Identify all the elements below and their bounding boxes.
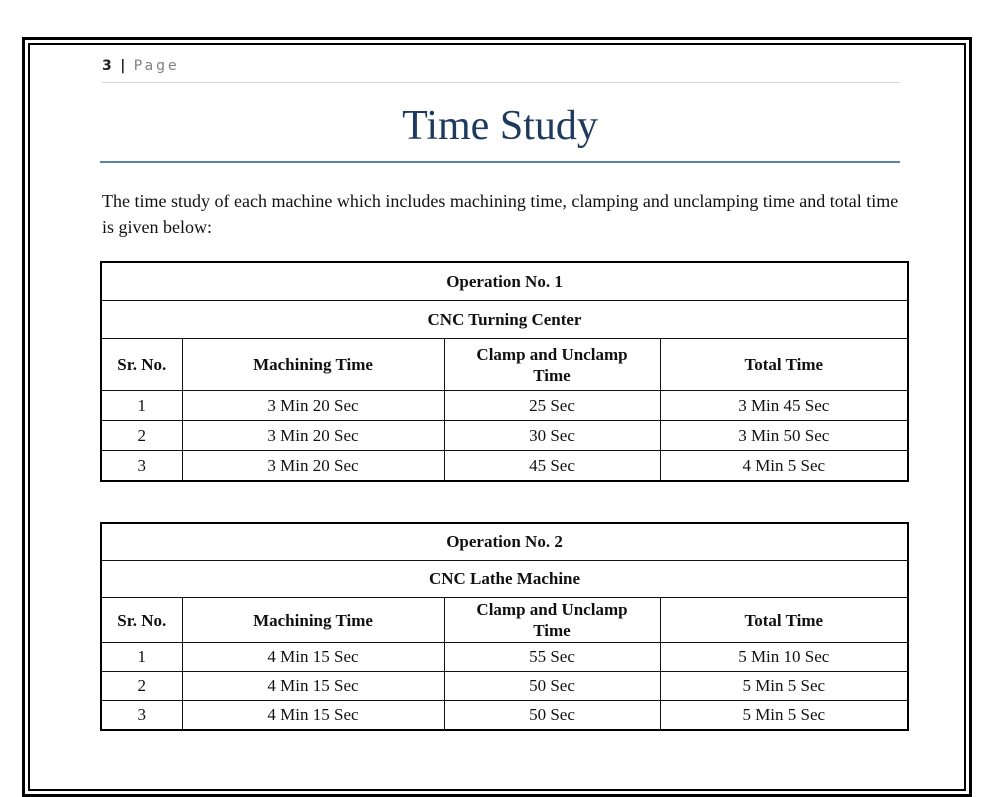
table-cell: 30 Sec	[444, 421, 660, 451]
table-cell: 2	[101, 672, 182, 701]
table-cell: 1	[101, 391, 182, 421]
column-header-total-time: Total Time	[660, 339, 908, 391]
page-header	[102, 58, 900, 83]
table-cell: 50 Sec	[444, 701, 660, 731]
time-study-table-operation-1	[100, 261, 909, 482]
page-number: 3	[102, 58, 112, 74]
table-cell: 5 Min 10 Sec	[660, 643, 908, 672]
operation-title: Operation No. 2	[101, 523, 908, 561]
table-cell: 3	[101, 451, 182, 482]
table-cell: 2	[101, 421, 182, 451]
table-cell: 5 Min 5 Sec	[660, 701, 908, 731]
machine-name: CNC Lathe Machine	[101, 561, 908, 598]
table-cell: 3 Min 20 Sec	[182, 391, 444, 421]
page-label: Page	[133, 58, 180, 74]
table-row	[101, 701, 908, 731]
table-cell: 4 Min 15 Sec	[182, 643, 444, 672]
column-header-total-time: Total Time	[660, 598, 908, 643]
table-cell: 55 Sec	[444, 643, 660, 672]
table-cell: 4 Min 15 Sec	[182, 701, 444, 731]
table-cell: 3 Min 20 Sec	[182, 421, 444, 451]
table-cell: 1	[101, 643, 182, 672]
table-row	[101, 643, 908, 672]
table-cell: 45 Sec	[444, 451, 660, 482]
table-row	[101, 451, 908, 482]
column-header-clamp-time: Clamp and Unclamp Time	[444, 598, 660, 643]
table-cell: 3 Min 45 Sec	[660, 391, 908, 421]
title-underline	[100, 161, 900, 163]
table-row	[101, 672, 908, 701]
table-cell: 4 Min 15 Sec	[182, 672, 444, 701]
column-header-machining-time: Machining Time	[182, 598, 444, 643]
intro-paragraph: The time study of each machine which includes machining time, clamping and unclamping time and total time is given below:	[102, 191, 899, 237]
table-cell: 3 Min 50 Sec	[660, 421, 908, 451]
time-study-table-operation-2	[100, 522, 909, 731]
machine-name: CNC Turning Center	[101, 301, 908, 339]
table-cell: 50 Sec	[444, 672, 660, 701]
column-header-machining-time: Machining Time	[182, 339, 444, 391]
header-separator: |	[120, 58, 126, 74]
table-cell: 5 Min 5 Sec	[660, 672, 908, 701]
column-header-clamp-time: Clamp and Unclamp Time	[444, 339, 660, 391]
table-cell: 4 Min 5 Sec	[660, 451, 908, 482]
table-row	[101, 391, 908, 421]
operation-title: Operation No. 1	[101, 262, 908, 301]
table-cell: 3 Min 20 Sec	[182, 451, 444, 482]
column-header-sr-no: Sr. No.	[101, 598, 182, 643]
table-row	[101, 421, 908, 451]
table-cell: 25 Sec	[444, 391, 660, 421]
document-title: Time Study	[402, 103, 598, 149]
table-cell: 3	[101, 701, 182, 731]
column-header-sr-no: Sr. No.	[101, 339, 182, 391]
